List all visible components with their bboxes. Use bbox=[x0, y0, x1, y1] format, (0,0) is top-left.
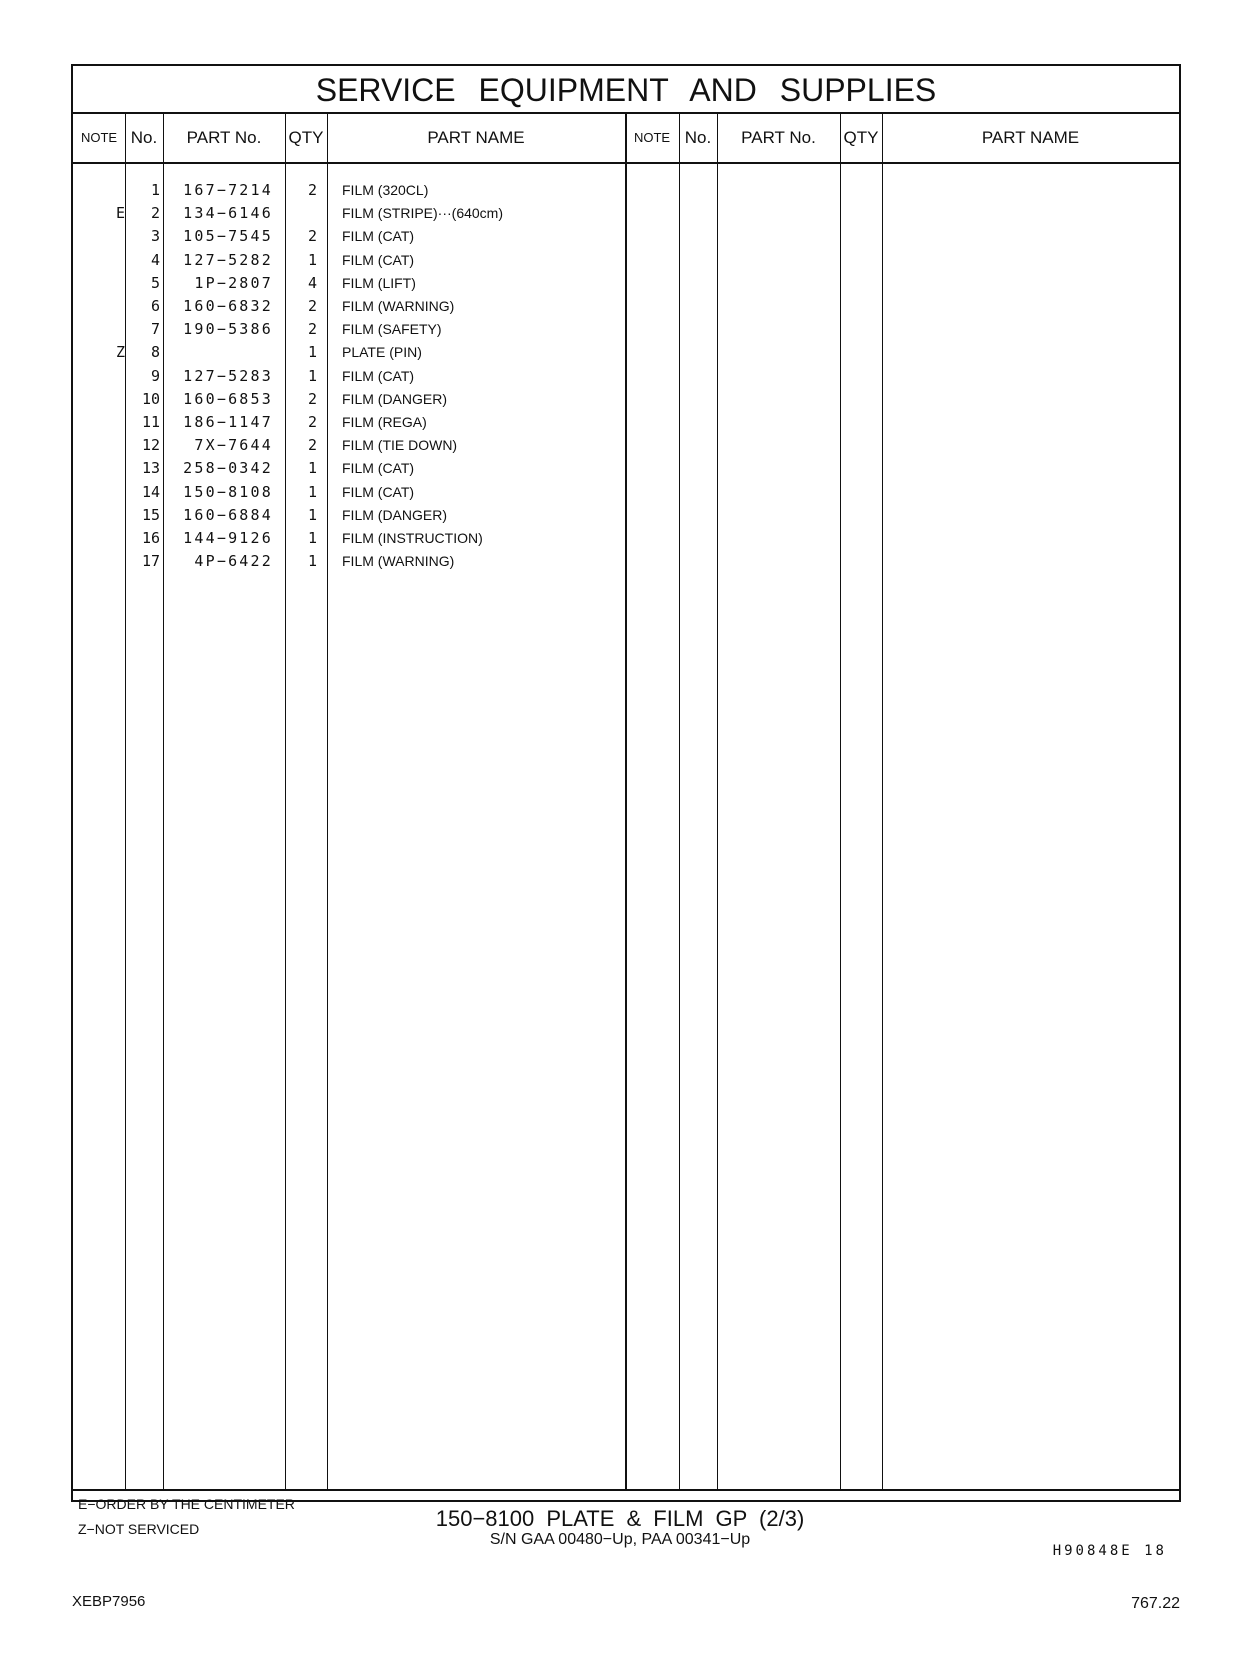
row-part-number: 4P−6422 bbox=[194, 552, 273, 571]
row-quantity: 1 bbox=[307, 459, 317, 478]
table-row bbox=[73, 527, 1179, 550]
serial-range: S/N GAA 00480−Up, PAA 00341−Up bbox=[489, 1531, 751, 1548]
row-quantity: 1 bbox=[307, 366, 317, 385]
row-quantity: 1 bbox=[307, 250, 317, 269]
row-number: 2 bbox=[150, 204, 160, 223]
row-part-number: 127−5283 bbox=[183, 366, 273, 385]
row-part-number: 127−5282 bbox=[183, 250, 273, 269]
row-quantity: 2 bbox=[307, 227, 317, 246]
header-partname-right: PART NAME bbox=[981, 128, 1080, 147]
row-number: 16 bbox=[141, 529, 160, 547]
table-row bbox=[73, 388, 1179, 411]
row-part-number: 134−6146 bbox=[183, 204, 273, 223]
row-number: 4 bbox=[150, 250, 160, 269]
table-row bbox=[73, 504, 1179, 527]
legend-e: E−ORDER BY THE CENTIMETER bbox=[78, 1496, 295, 1512]
group-caption: 150−8100 PLATE & FILM GP (2/3) bbox=[435, 1506, 805, 1531]
row-part-name: FILM (CAT) bbox=[342, 460, 415, 477]
parts-table-body bbox=[73, 164, 1179, 1491]
header-qty-left: QTY bbox=[288, 128, 324, 147]
row-part-name: FILM (INSTRUCTION) bbox=[342, 530, 483, 546]
table-row bbox=[73, 202, 1179, 225]
row-part-name: FILM (DANGER) bbox=[342, 506, 447, 523]
table-row bbox=[73, 481, 1179, 504]
row-quantity: 1 bbox=[307, 505, 317, 524]
row-part-number: 144−9126 bbox=[183, 529, 273, 547]
legend-z: Z−NOT SERVICED bbox=[78, 1521, 200, 1537]
row-part-name: PLATE (PIN) bbox=[342, 344, 422, 361]
row-number: 15 bbox=[141, 505, 160, 524]
row-part-name: FILM (TIE DOWN) bbox=[342, 437, 458, 454]
row-part-number: 1P−2807 bbox=[194, 273, 273, 292]
table-row bbox=[73, 341, 1179, 364]
table-row bbox=[73, 272, 1179, 295]
row-number: 12 bbox=[141, 436, 160, 455]
row-quantity: 4 bbox=[307, 273, 317, 292]
table-row bbox=[73, 295, 1179, 318]
row-part-number: 150−8108 bbox=[183, 482, 273, 501]
row-number: 13 bbox=[141, 459, 160, 478]
row-number: 6 bbox=[150, 297, 160, 315]
row-part-name: FILM (CAT) bbox=[342, 367, 415, 384]
row-quantity: 2 bbox=[307, 181, 317, 199]
table-row bbox=[73, 249, 1179, 272]
table-row bbox=[73, 550, 1179, 573]
row-part-name: FILM (WARNING) bbox=[342, 553, 455, 570]
header-no-right: No. bbox=[684, 128, 712, 147]
table-row bbox=[73, 411, 1179, 434]
table-row bbox=[73, 318, 1179, 341]
row-number: 17 bbox=[141, 552, 160, 571]
page-number: 767.22 bbox=[1131, 1595, 1180, 1612]
row-part-name: FILM (320CL) bbox=[342, 182, 429, 198]
row-quantity: 1 bbox=[307, 529, 317, 547]
row-number: 7 bbox=[150, 320, 160, 339]
table-row bbox=[73, 225, 1179, 248]
row-part-number: 160−6884 bbox=[183, 505, 273, 524]
header-partname-left: PART NAME bbox=[427, 128, 525, 147]
row-part-number: 167−7214 bbox=[183, 181, 273, 199]
row-part-name: FILM (SAFETY) bbox=[342, 321, 442, 338]
header-qty-right: QTY bbox=[843, 128, 879, 147]
row-quantity: 2 bbox=[307, 436, 317, 455]
row-quantity: 1 bbox=[307, 482, 317, 501]
row-quantity: 2 bbox=[307, 413, 317, 431]
row-note: Z bbox=[115, 343, 125, 362]
row-part-name: FILM (WARNING) bbox=[342, 298, 455, 314]
row-quantity: 2 bbox=[307, 297, 317, 315]
row-part-name: FILM (REGA) bbox=[342, 414, 427, 430]
row-part-number: 186−1147 bbox=[183, 413, 273, 431]
row-note: E bbox=[115, 204, 125, 223]
row-number: 1 bbox=[150, 181, 160, 199]
header-note-left: NOTE bbox=[80, 130, 118, 145]
row-part-number: 190−5386 bbox=[183, 320, 273, 339]
page-title: SERVICE EQUIPMENT AND SUPPLIES bbox=[73, 66, 1179, 114]
row-part-number: 160−6832 bbox=[183, 297, 273, 315]
row-part-name: FILM (LIFT) bbox=[342, 274, 416, 291]
row-part-number: 7X−7644 bbox=[194, 436, 273, 455]
row-part-name: FILM (CAT) bbox=[342, 228, 415, 245]
row-part-name: FILM (CAT) bbox=[342, 251, 415, 268]
row-quantity: 1 bbox=[307, 552, 317, 571]
table-row bbox=[73, 365, 1179, 388]
row-part-name: FILM (STRIPE)···(640cm) bbox=[342, 205, 503, 222]
row-quantity: 1 bbox=[307, 343, 317, 362]
row-part-number: 258−0342 bbox=[183, 459, 273, 478]
document-id: XEBP7956 bbox=[72, 1593, 146, 1610]
header-partno-right: PART No. bbox=[741, 128, 816, 147]
row-part-name: FILM (DANGER) bbox=[342, 390, 447, 407]
row-part-number: 160−6853 bbox=[183, 389, 273, 408]
row-number: 3 bbox=[150, 227, 160, 246]
row-quantity: 2 bbox=[307, 320, 317, 339]
table-row bbox=[73, 434, 1179, 457]
header-note-right: NOTE bbox=[633, 130, 671, 145]
row-quantity: 2 bbox=[307, 389, 317, 408]
row-number: 8 bbox=[150, 343, 160, 362]
row-number: 10 bbox=[141, 389, 160, 408]
row-number: 9 bbox=[150, 366, 160, 385]
header-partno-left: PART No. bbox=[186, 128, 262, 147]
row-number: 11 bbox=[141, 413, 160, 431]
header-no-left: No. bbox=[130, 128, 158, 147]
table-row bbox=[73, 179, 1179, 202]
row-part-name: FILM (CAT) bbox=[342, 483, 415, 500]
row-part-number: 105−7545 bbox=[183, 227, 273, 246]
table-row bbox=[73, 457, 1179, 480]
row-number: 5 bbox=[150, 273, 160, 292]
reference-code: H90848E 18 bbox=[1052, 1543, 1167, 1559]
row-number: 14 bbox=[141, 482, 160, 501]
